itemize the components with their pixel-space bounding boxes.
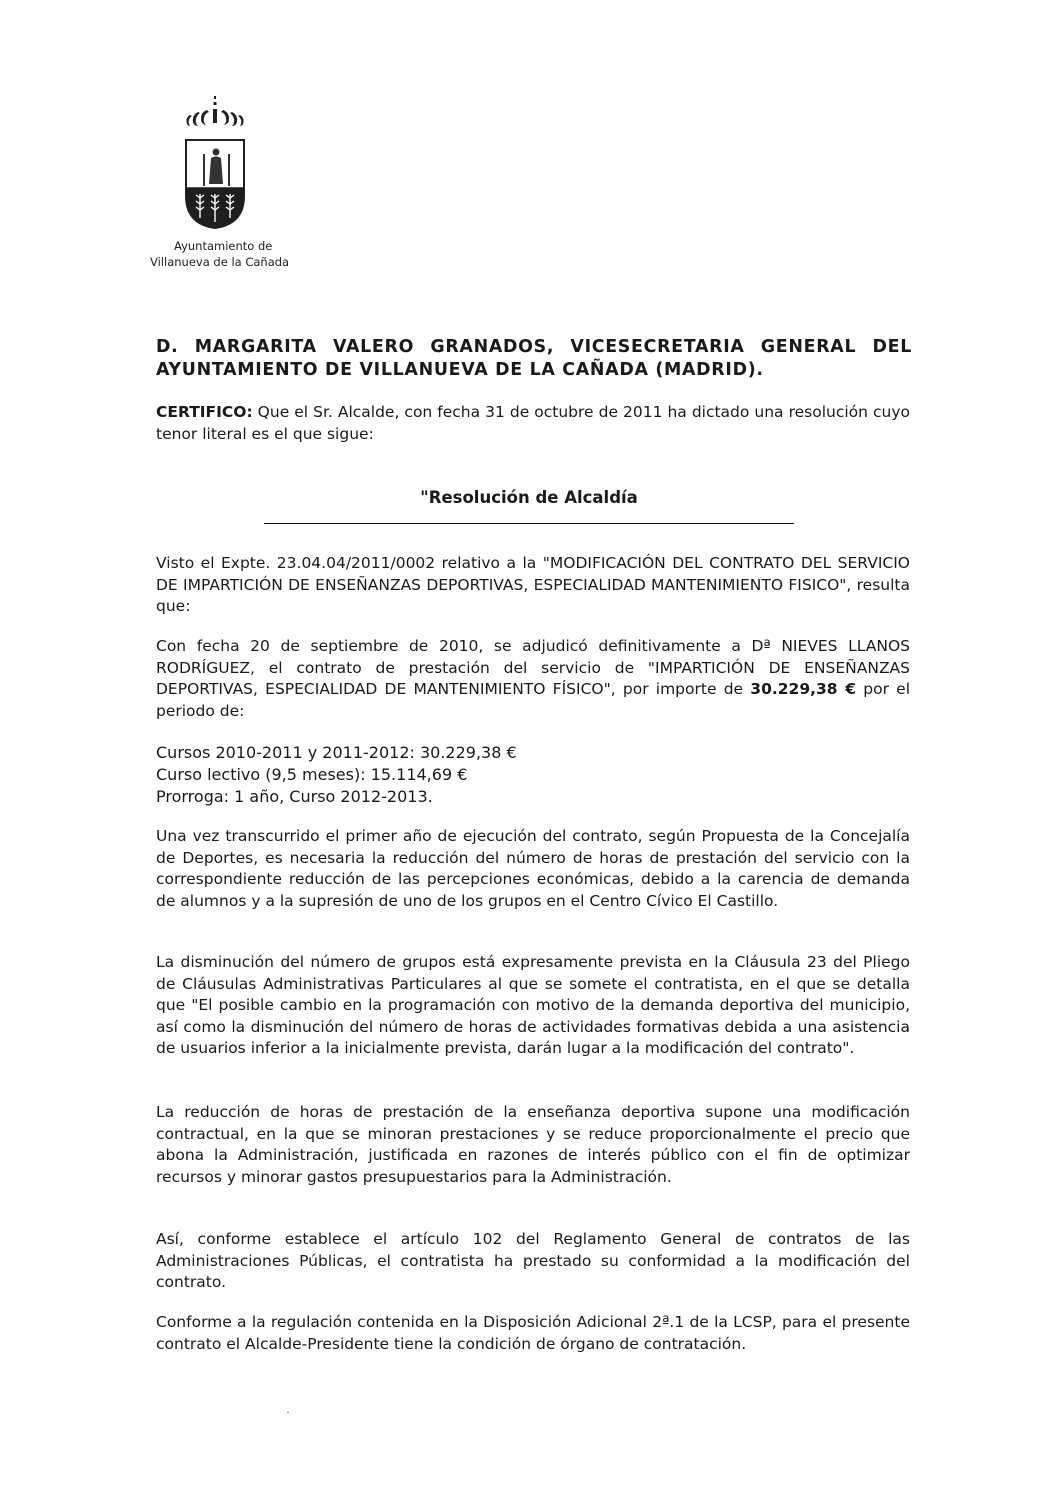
paragraph-adjudicacion: [156, 636, 910, 722]
paragraph-una-vez: Una vez transcurrido el primer año de ejecución del contrato, según Propuesta de la Concejalía de Deportes, es necesaria la reducción del número de horas de prestación del servicio con la correspondiente reducción de las percepciones económicas, debido a la carencia de demanda de alumnos y a la supresión de uno de los grupos en el Centro Cívico El Castillo.: [156, 827, 910, 910]
heading-line2: AYUNTAMIENTO DE VILLANUEVA DE LA CAÑADA (MADRID).: [156, 360, 764, 380]
period-item: Prorroga: 1 año, Curso 2012-2013.: [156, 787, 433, 806]
certifico-label: CERTIFICO:: [156, 403, 253, 421]
logo-caption-line2: Villanueva de la Cañada: [150, 255, 290, 269]
period-item: Curso lectivo (9,5 meses): 15.114,69 €: [156, 765, 468, 784]
adjudicacion-amount: 30.229,38 €: [750, 680, 857, 698]
paragraph-reduccion: La reducción de horas de prestación de la enseñanza deportiva supone una modificación contractual, en la que se minoran prestaciones y se reduce proporcionalmente el precio que abona la Administración, justificada en razones de interés público con el fin de optimizar recursos y minorar gastos presupuestarios para la Administración.: [156, 1103, 910, 1186]
resolution-title-underline: [264, 523, 794, 524]
resolution-title: "Resolución de Alcaldía: [420, 488, 638, 507]
periods-list: [156, 742, 517, 808]
adjudicacion-tail: por el periodo de:: [156, 680, 911, 720]
adjudicacion-text: Con fecha 20 de septiembre de 2010, se adjudicó definitivamente a Dª NIEVES LLANOS RODRÍGUEZ, el contrato de prestación del servicio de "IMPARTICIÓN DE ENSEÑANZAS DEPORTIVAS, ESPECIALIDAD DE MANTENIMIENTO FÍSICO", por importe de: [156, 637, 910, 698]
logo-caption: [150, 238, 330, 270]
scan-speck: [287, 1412, 289, 1413]
paragraph-asi: Así, conforme establece el artículo 102 del Reglamento General de contratos de las Administraciones Públicas, el contratista ha prestado su conformidad a la modificación del contrato.: [156, 1230, 910, 1291]
certifico-paragraph: [156, 402, 910, 445]
certifico-text: Que el Sr. Alcalde, con fecha 31 de octubre de 2011 ha dictado una resolución cuyo tenor literal es el que sigue:: [156, 403, 910, 443]
coat-of-arms-logo: [180, 96, 250, 236]
paragraph-disminucion: La disminución del número de grupos está expresamente prevista en la Cláusula 23 del Pliego de Cláusulas Administrativas Particulares al que se somete el contratista, en el que se detalla que "El posible cambio en la programación con motivo de la demanda deportiva del municipio, así como la disminución del número de horas de actividades formativas debida a una asistencia de usuarios inferior a la inicialmente prevista, darán lugar a la modificación del contrato".: [156, 953, 910, 1057]
paragraph-conforme: Conforme a la regulación contenida en la Disposición Adicional 2ª.1 de la LCSP, para el presente contrato el Alcalde-Presidente tiene la condición de órgano de contratación.: [156, 1313, 910, 1353]
period-item: Cursos 2010-2011 y 2011-2012: 30.229,38 €: [156, 743, 517, 762]
paragraph-visto: Visto el Expte. 23.04.04/2011/0002 relativo a la "MODIFICACIÓN DEL CONTRATO DEL SERVICIO DE IMPARTICIÓN DE ENSEÑANZAS DEPORTIVAS, ESPECIALIDAD MANTENIMIENTO FISICO", resulta que:: [156, 554, 910, 615]
logo-caption-line1: Ayuntamiento de: [174, 239, 273, 253]
heading-line1: D. MARGARITA VALERO GRANADOS, VICESECRETARIA GENERAL DEL: [156, 337, 912, 357]
certifier-heading: [156, 336, 912, 382]
